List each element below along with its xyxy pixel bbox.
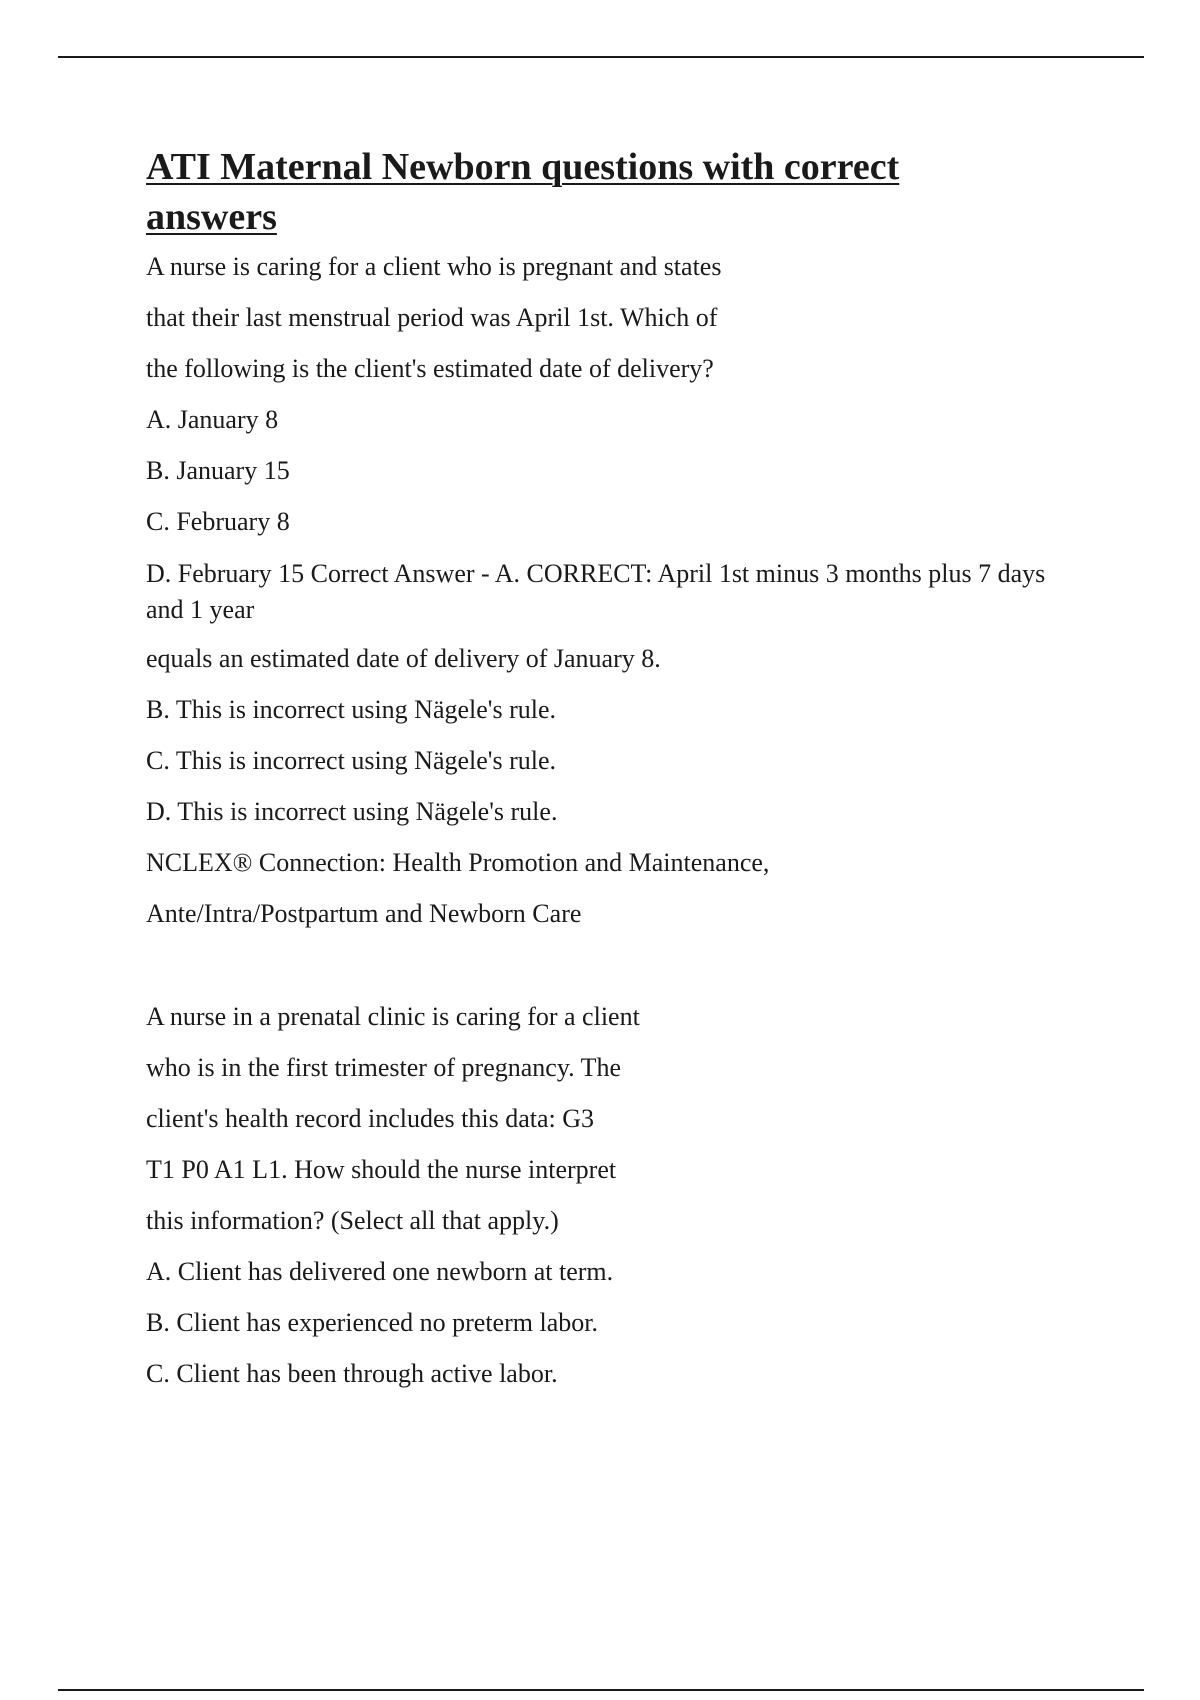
question-1-nclex-line: Ante/Intra/Postpartum and Newborn Care	[146, 899, 582, 928]
question-1-stem-line: A nurse is caring for a client who is pregnant and states	[146, 252, 722, 281]
question-2-option-c: C. Client has been through active labor.	[146, 1359, 558, 1388]
question-1-option-c: C. February 8	[146, 507, 290, 536]
question-1-explanation-line: C. This is incorrect using Nägele's rule.	[146, 746, 557, 775]
header-rule	[58, 56, 1144, 58]
question-2-option-b: B. Client has experienced no preterm labor.	[146, 1308, 598, 1337]
question-2	[146, 1000, 1106, 1391]
question-2-stem-line: who is in the first trimester of pregnancy. The	[146, 1053, 622, 1082]
question-1-explanation-line: D. This is incorrect using Nägele's rule.	[146, 797, 558, 826]
question-2-stem-line: this information? (Select all that apply.)	[146, 1206, 559, 1235]
question-1-explanation-line: equals an estimated date of delivery of January 8.	[146, 644, 661, 673]
question-1-explanation-line: B. This is incorrect using Nägele's rule.	[146, 695, 557, 724]
question-1-nclex-line: NCLEX® Connection: Health Promotion and Maintenance,	[146, 848, 770, 877]
question-2-option-a: A. Client has delivered one newborn at term.	[146, 1257, 614, 1286]
question-1-stem-line: the following is the client's estimated date of delivery?	[146, 354, 714, 383]
question-1-option-b: B. January 15	[146, 456, 290, 485]
question-separator	[146, 948, 1106, 1000]
document-title: ATI Maternal Newborn questions with correct answers	[146, 146, 900, 238]
question-1-answer-line: D. February 15 Correct Answer - A. CORRECT: April 1st minus 3 months plus 7 days and 1 year	[146, 559, 1052, 624]
question-1-option-a: A. January 8	[146, 405, 279, 434]
question-1	[146, 250, 1106, 931]
question-2-stem-line: client's health record includes this data: G3	[146, 1104, 594, 1133]
document-body	[146, 142, 1106, 1408]
footer-rule	[58, 1689, 1144, 1691]
question-2-stem-line: T1 P0 A1 L1. How should the nurse interpret	[146, 1155, 617, 1184]
question-1-stem-line: that their last menstrual period was April 1st. Which of	[146, 303, 718, 332]
question-2-stem-line: A nurse in a prenatal clinic is caring for a client	[146, 1002, 640, 1031]
